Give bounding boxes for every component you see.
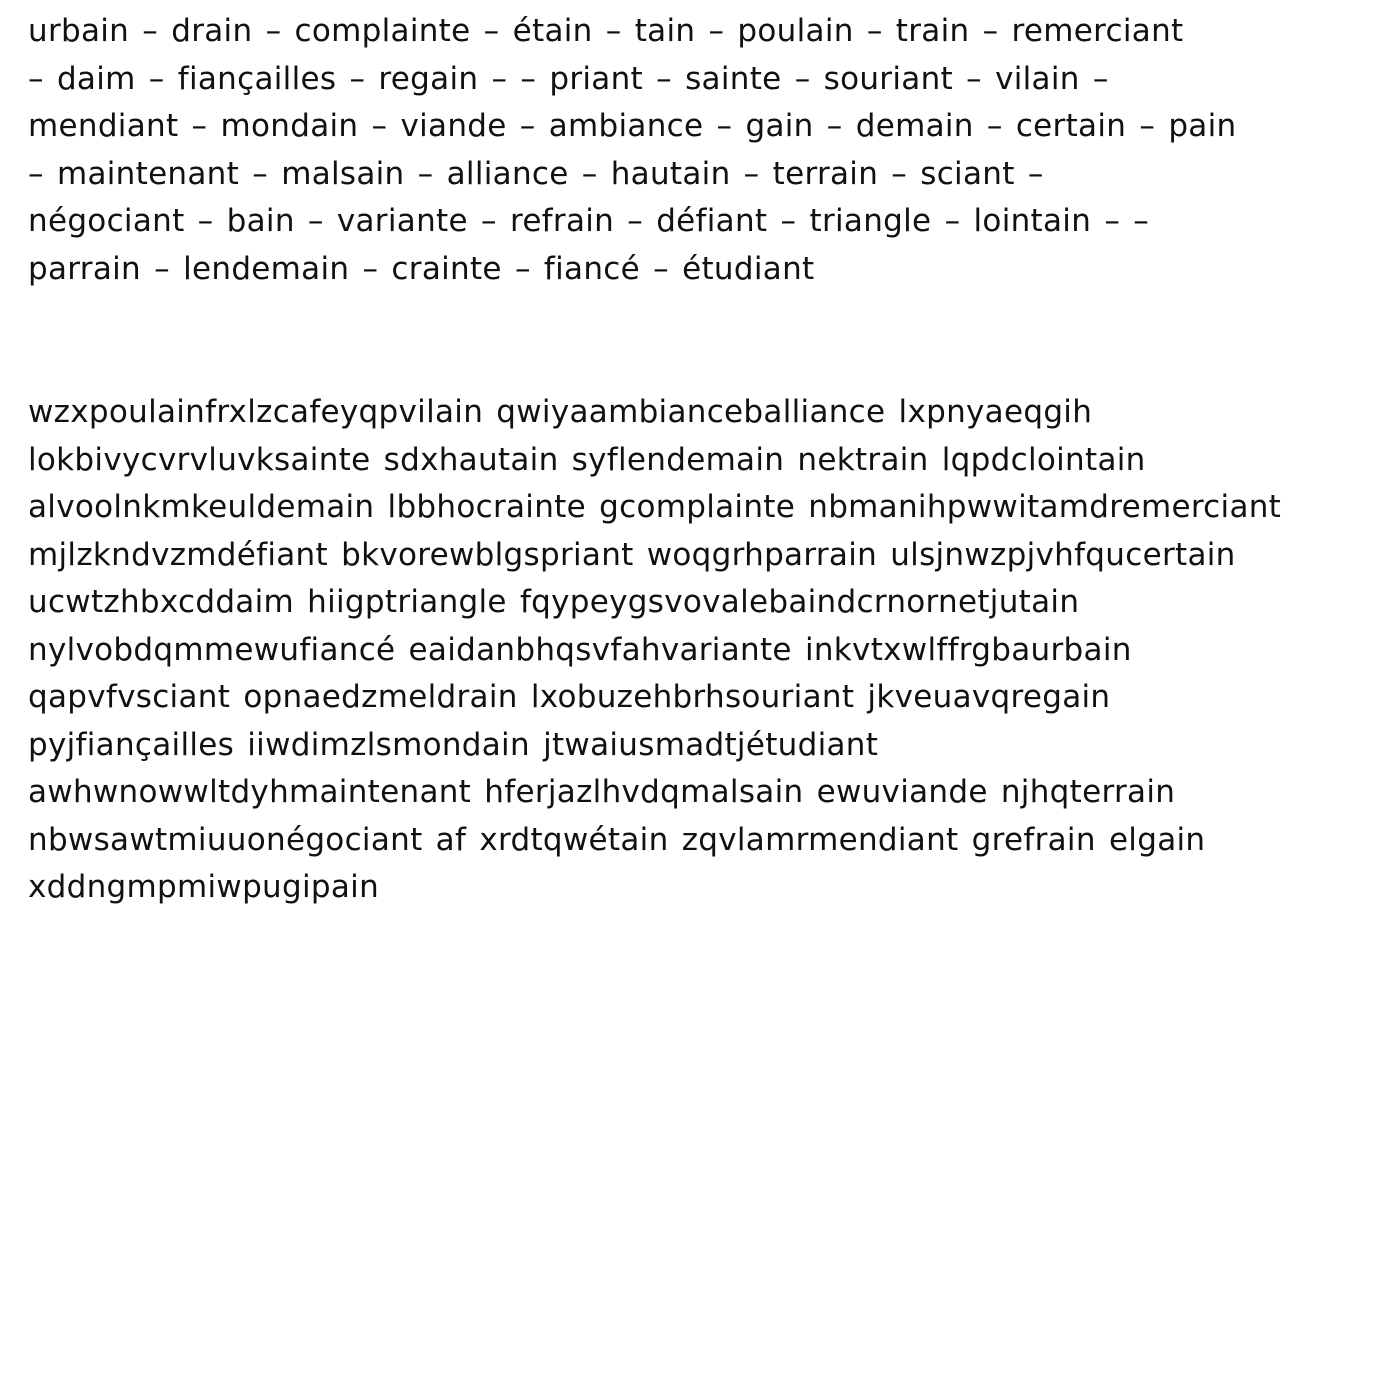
word-list-line: mendiant – mondain – viande – ambiance – gain – demain – certain – pain — [28, 108, 1237, 144]
word-list-line: urbain – drain – complainte – étain – tain – poulain – train – remerciant — [28, 13, 1184, 49]
worksheet-page — [28, 8, 1378, 912]
letter-grid — [28, 389, 1378, 912]
letter-grid-line: qapvfvsciant opnaedzmeldrain lxobuzehbrhsouriant jkveuavqregain — [28, 679, 1111, 715]
letter-grid-line: mjlzkndvzmdéfiant bkvorewblgspriant woqgrhparrain ulsjnwzpjvhfqucertain — [28, 536, 1236, 573]
word-list-line: – maintenant – malsain – alliance – hautain – terrain – sciant – — [28, 155, 1044, 192]
letter-grid-line: nylvobdqmmewufiancé eaidanbhqsvfahvariante inkvtxwlffrgbaurbain — [28, 631, 1132, 668]
letter-grid-line: xddngmpmiwpugipain — [28, 869, 380, 905]
letter-grid-line: awhwnowwltdyhmaintenant hferjazlhvdqmalsain ewuviande njhqterrain — [28, 774, 1176, 810]
letter-grid-line: nbwsawtmiuuonégociant af xrdtqwétain zqvlamrmendiant grefrain elgain — [28, 821, 1206, 858]
letter-grid-line: ucwtzhbxcddaim hiigptriangle fqypeygsvovalebaindcrnornetjutain — [28, 584, 1080, 620]
letter-grid-line: alvoolnkmkeuldemain lbbhocrainte gcomplainte nbmanihpwwitamdremerciant — [28, 489, 1282, 525]
word-list-line: parrain – lendemain – crainte – fiancé – étudiant — [28, 250, 815, 287]
word-list — [28, 8, 1378, 293]
word-list-line: – daim – fiançailles – regain – – priant – sainte – souriant – vilain – — [28, 60, 1109, 97]
word-list-line: négociant – bain – variante – refrain – défiant – triangle – lointain – – — [28, 203, 1150, 239]
letter-grid-line: wzxpoulainfrxlzcafeyqpvilain qwiyaambianceballiance lxpnyaeqgih — [28, 394, 1093, 430]
letter-grid-line: lokbivycvrvluvksainte sdxhautain syflendemain nektrain lqpdclointain — [28, 441, 1146, 478]
letter-grid-line: pyjfiançailles iiwdimzlsmondain jtwaiusmadtjétudiant — [28, 726, 879, 763]
